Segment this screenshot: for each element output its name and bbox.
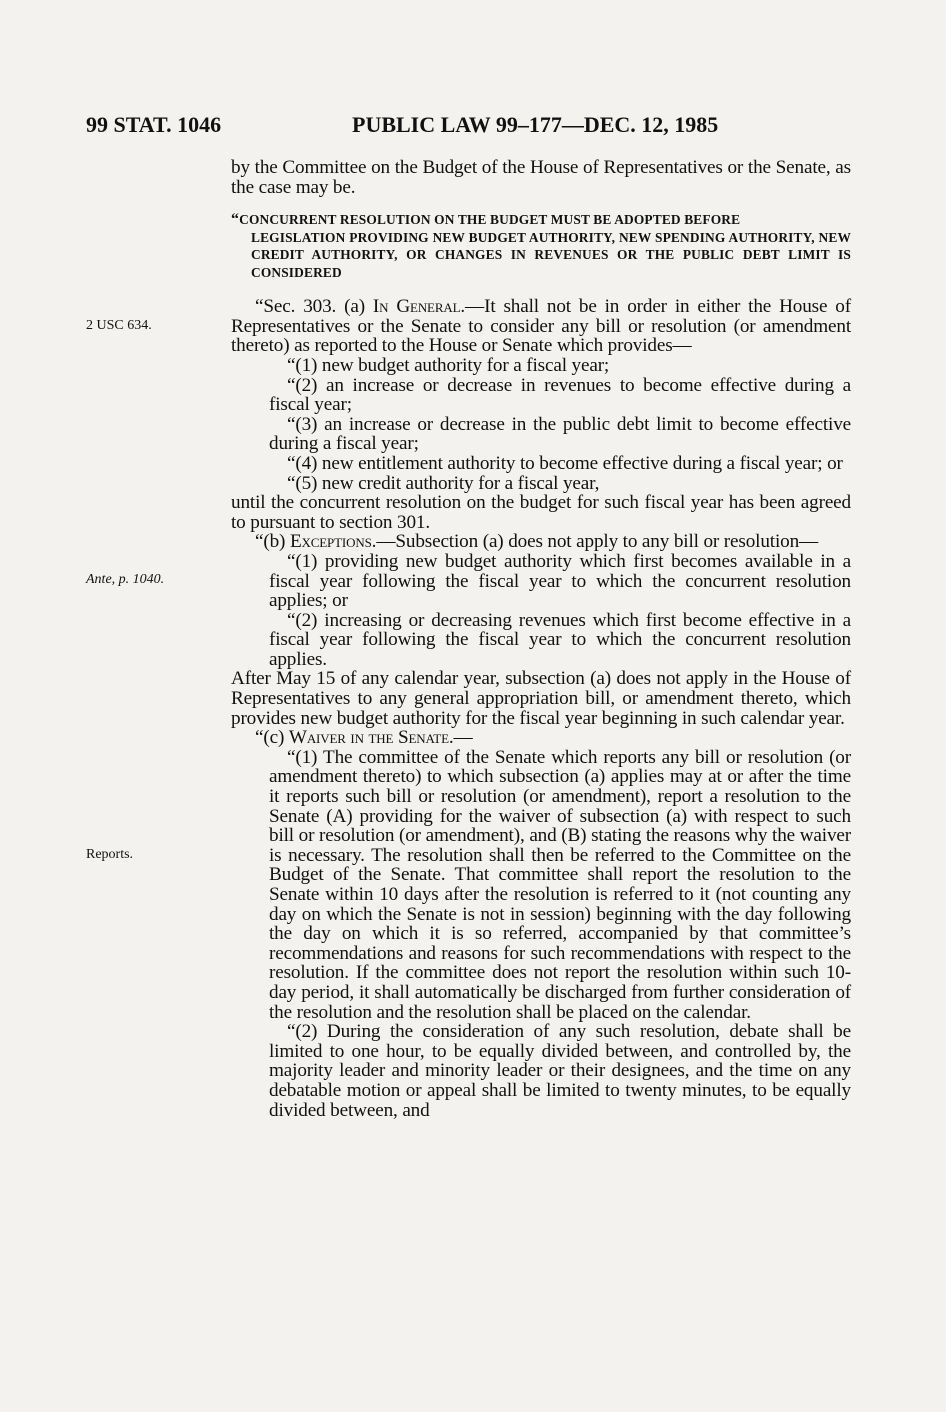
sec-303-b <box>231 532 851 552</box>
until-paragraph: until the concurrent resolution on the budget for such fiscal year has been agreed to pursuant to section 301. <box>231 492 851 533</box>
b-prefix: “(b) <box>255 531 290 553</box>
heading-quote: “ <box>231 211 240 229</box>
page-header <box>86 112 846 144</box>
sec-text: —It shall not be in order in either the House of Representatives or the Senate to consider any bill or resolution (or amendment thereto) as reported to the House or Senate which provides— <box>231 296 851 357</box>
body-text <box>231 158 851 1120</box>
b-item-2: “(2) increasing or decreasing revenues which first become effective in a fiscal year following the fiscal year to which the concurrent resolution applies. <box>269 609 851 670</box>
c-item-1: “(1) The committee of the Senate which reports any bill or resolution (or amendment thereto) to which subsection (a) applies may at or after the time it reports such bill or resolution (or amendment), report a resolution to the Senate (A) providing for the waiver of subsection (a) with respect to such bill or resolution (or amendment), and (B) stating the reasons why the waiver is necessary. The resolution shall then be referred to the Committee on the Budget of the Senate. That committee shall report the resolution to the Senate within 10 days after the resolution is referred to it (not counting any day on which the Senate is not in session) beginning with the day following the day on which it is so referred, accompanied by that committee’s recommendations and reasons for such recommendations with respect to the resolution. If the committee does not report the resolution within such 10-day period, it shall automatically be discharged from further consideration of the resolution and the resolution shall be placed on the calendar. <box>269 746 851 1023</box>
sec-caption: In General. <box>372 296 466 318</box>
intro-paragraph: by the Committee on the Budget of the House of Representatives or the Senate, as the case may be. <box>231 157 851 198</box>
heading-rest: LEGISLATION PROVIDING NEW BUDGET AUTHORITY, NEW SPENDING AUTHORITY, NEW CREDIT AUTHORITY, OR CHANGES IN REVENUES OR THE PUBLIC DEBT LIMIT IS CONSIDERED <box>251 229 851 280</box>
stat-reference: 99 STAT. 1046 <box>86 112 222 137</box>
a-item-5: “(5) new credit authority for a fiscal year, <box>287 472 600 494</box>
a-item-3: “(3) an increase or decrease in the public debt limit to become effective during a fiscal year; <box>269 413 851 455</box>
b-item-1: “(1) providing new budget authority which first becomes available in a fiscal year following the fiscal year to which the concurrent resolution applies; or <box>269 550 851 612</box>
margin-note-ante-text: Ante, p. 1040. <box>86 572 165 587</box>
sec-prefix: “Sec. 303. (a) <box>255 296 373 318</box>
b-caption: Exceptions. <box>289 531 377 553</box>
sec-303-c <box>231 728 851 748</box>
margin-note-ante <box>86 571 164 589</box>
a-item-4: “(4) new entitlement authority to become effective during a fiscal year; or <box>287 452 843 474</box>
c-item-2: “(2) During the consideration of any such resolution, debate shall be limited to one hour, to be equally divided between, and controlled by, the majority leader and minority leader or their designees, and the time on any debatable motion or appeal shall be limited to twenty minutes, to be equally divided between, and <box>269 1021 851 1121</box>
c-prefix: “(c) <box>255 727 289 749</box>
c-caption: Waiver in the Senate. <box>288 727 454 749</box>
margin-note-usc: 2 USC 634. <box>86 318 152 333</box>
c-dash: — <box>453 727 473 749</box>
b-text: —Subsection (a) does not apply to any bill or resolution— <box>376 531 819 553</box>
sec-303-a <box>231 297 851 356</box>
law-title: PUBLIC LAW 99–177—DEC. 12, 1985 <box>352 112 719 137</box>
section-heading <box>231 211 851 281</box>
margin-note-reports: Reports. <box>86 847 134 862</box>
a-item-1: “(1) new budget authority for a fiscal year; <box>287 354 610 376</box>
a-item-2: “(2) an increase or decrease in revenues to become effective during a fiscal year; <box>269 374 851 416</box>
heading-first-line: CONCURRENT RESOLUTION ON THE BUDGET MUST BE ADOPTED BEFORE <box>239 212 741 228</box>
after-paragraph: After May 15 of any calendar year, subsection (a) does not apply in the House of Representatives to any general appropriation bill, or amendment thereto, which provides new budget authority for the fiscal year beginning in such calendar year. <box>231 668 851 729</box>
